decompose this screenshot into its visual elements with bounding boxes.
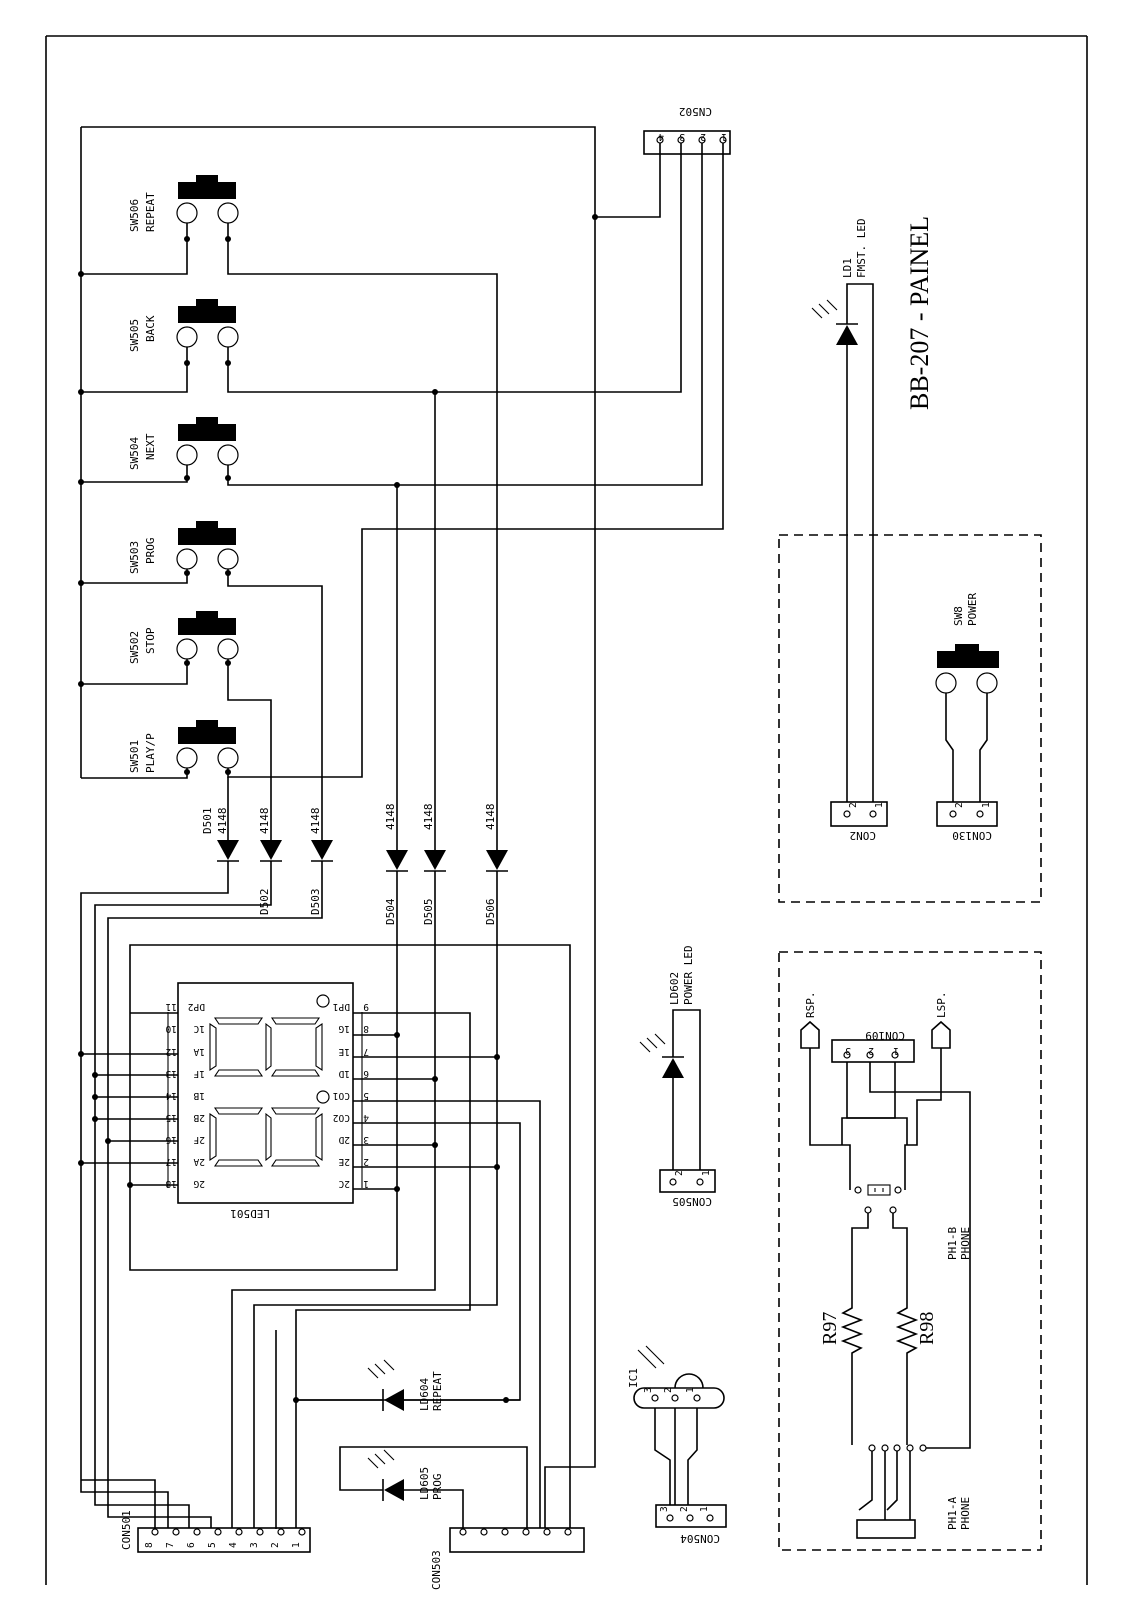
- switch-sw504[interactable]: [128, 417, 238, 470]
- led501-display: [165, 983, 369, 1220]
- ld604-led: [296, 1360, 520, 1411]
- svg-text:PROG: PROG: [144, 537, 157, 564]
- con505-connector: [660, 1170, 715, 1208]
- switch-sw8-power[interactable]: [936, 593, 999, 802]
- svg-text:CON2: CON2: [849, 829, 876, 842]
- svg-text:CON505: CON505: [672, 1195, 712, 1208]
- svg-text:2: 2: [700, 131, 706, 142]
- svg-text:2D: 2D: [338, 1134, 350, 1145]
- switch-sw506[interactable]: [128, 175, 238, 232]
- svg-text:17: 17: [165, 1156, 177, 1167]
- svg-text:SW8: SW8: [952, 606, 965, 626]
- svg-text:LD602: LD602: [668, 971, 681, 1005]
- phone-jack-phb: [946, 1227, 972, 1260]
- svg-text:1E: 1E: [338, 1046, 350, 1057]
- svg-text:2: 2: [270, 1542, 281, 1548]
- svg-text:2A: 2A: [193, 1156, 205, 1167]
- svg-text:1: 1: [981, 802, 992, 808]
- svg-text:1D: 1D: [338, 1068, 350, 1079]
- svg-text:POWER LED: POWER LED: [682, 945, 695, 1005]
- svg-text:3: 3: [679, 131, 685, 142]
- svg-text:PROG: PROG: [431, 1473, 444, 1500]
- svg-text:4148: 4148: [216, 807, 229, 834]
- svg-text:BACK: BACK: [144, 315, 157, 342]
- svg-text:R97: R97: [819, 1311, 841, 1345]
- svg-text:16: 16: [165, 1134, 177, 1145]
- con501-wiring: [81, 1330, 276, 1529]
- svg-text:13: 13: [165, 1068, 177, 1079]
- svg-text:FMST. LED: FMST. LED: [855, 218, 868, 278]
- svg-text:1A: 1A: [193, 1046, 205, 1057]
- svg-text:PHONE: PHONE: [959, 1226, 972, 1260]
- svg-text:SW503: SW503: [128, 540, 141, 574]
- power-section-box: [779, 535, 1041, 902]
- svg-text:4: 4: [228, 1542, 239, 1548]
- svg-text:1: 1: [893, 1045, 899, 1056]
- svg-text:6: 6: [363, 1068, 369, 1079]
- svg-text:2B: 2B: [193, 1112, 205, 1123]
- svg-text:STOP: STOP: [144, 627, 157, 654]
- svg-text:1: 1: [721, 131, 727, 142]
- switch-sw502[interactable]: [128, 611, 238, 664]
- svg-text:3: 3: [845, 1045, 851, 1056]
- phone-jack-pha: [852, 1420, 972, 1538]
- svg-text:CON503: CON503: [430, 1550, 443, 1590]
- svg-text:7: 7: [165, 1542, 176, 1548]
- svg-text:2: 2: [674, 1170, 685, 1176]
- diode-d501: [201, 808, 239, 862]
- svg-text:11: 11: [165, 1001, 177, 1012]
- svg-text:7: 7: [363, 1046, 369, 1057]
- svg-text:PLAY/P: PLAY/P: [144, 733, 157, 773]
- con504-connector: [656, 1505, 726, 1545]
- svg-text:2: 2: [679, 1506, 690, 1512]
- svg-text:3: 3: [659, 1506, 670, 1512]
- svg-text:IC1: IC1: [627, 1368, 640, 1388]
- svg-text:D501: D501: [201, 807, 214, 834]
- svg-text:CON130: CON130: [952, 829, 992, 842]
- lsp-terminal: [932, 992, 950, 1049]
- svg-text:2E: 2E: [338, 1156, 350, 1167]
- svg-text:CO1: CO1: [332, 1090, 350, 1101]
- resistor-r98: [898, 1300, 938, 1420]
- svg-text:SW502: SW502: [128, 630, 141, 664]
- svg-text:D503: D503: [309, 888, 322, 915]
- switch-sw501[interactable]: [128, 720, 238, 773]
- svg-text:6: 6: [186, 1542, 197, 1548]
- svg-text:LSP.: LSP.: [935, 991, 948, 1018]
- svg-text:1B: 1B: [193, 1090, 205, 1101]
- svg-text:1F: 1F: [193, 1068, 205, 1079]
- svg-text:SW501: SW501: [128, 739, 141, 773]
- diode-d505: [422, 804, 446, 926]
- svg-text:3: 3: [643, 1387, 654, 1393]
- diode-d502: [258, 808, 282, 916]
- con503-connector: [430, 1528, 584, 1590]
- svg-text:NEXT: NEXT: [144, 433, 157, 460]
- svg-text:8: 8: [144, 1542, 155, 1548]
- svg-text:1: 1: [685, 1387, 696, 1393]
- svg-text:3: 3: [363, 1134, 369, 1145]
- svg-text:2: 2: [663, 1387, 674, 1393]
- switch-sw505[interactable]: [128, 299, 238, 352]
- svg-text:2: 2: [868, 1045, 874, 1056]
- svg-text:DP1: DP1: [332, 1001, 350, 1012]
- svg-text:1G: 1G: [338, 1023, 350, 1034]
- svg-text:8: 8: [363, 1023, 369, 1034]
- svg-text:D505: D505: [422, 898, 435, 925]
- svg-text:1: 1: [699, 1506, 710, 1512]
- svg-text:RSP.: RSP.: [804, 991, 817, 1018]
- svg-text:SW505: SW505: [128, 318, 141, 352]
- svg-text:15: 15: [165, 1112, 177, 1123]
- svg-text:LD1: LD1: [841, 258, 854, 278]
- svg-text:1: 1: [874, 802, 885, 808]
- sheet-title: BB-207 - PAINEL: [905, 215, 934, 410]
- svg-text:1C: 1C: [193, 1023, 205, 1034]
- svg-text:1: 1: [363, 1178, 369, 1189]
- con2-connector: [831, 802, 887, 842]
- svg-text:REPEAT: REPEAT: [431, 1371, 444, 1411]
- svg-text:CON109: CON109: [865, 1029, 905, 1042]
- rsp-terminal: [801, 992, 819, 1049]
- svg-text:POWER: POWER: [966, 592, 979, 626]
- svg-text:4148: 4148: [384, 803, 397, 830]
- switch-sw503[interactable]: [128, 521, 238, 574]
- svg-text:PH1-B: PH1-B: [946, 1226, 959, 1260]
- svg-text:D502: D502: [258, 888, 271, 915]
- svg-text:1: 1: [701, 1170, 712, 1176]
- svg-text:2F: 2F: [193, 1134, 205, 1145]
- diode-output-wiring: [81, 861, 570, 1528]
- ld602-power-led: [640, 945, 700, 1170]
- ld1-fmst-led: [812, 218, 873, 802]
- svg-text:4148: 4148: [484, 803, 497, 830]
- svg-text:LD604: LD604: [418, 1377, 431, 1411]
- svg-text:12: 12: [165, 1046, 177, 1057]
- svg-text:14: 14: [165, 1090, 177, 1101]
- svg-text:2G: 2G: [193, 1178, 205, 1189]
- diode-d504: [384, 804, 408, 926]
- svg-text:4: 4: [363, 1112, 369, 1123]
- svg-text:DP2: DP2: [187, 1001, 205, 1012]
- con109-connector: [832, 1029, 914, 1062]
- svg-text:18: 18: [165, 1178, 177, 1189]
- svg-text:REPEAT: REPEAT: [144, 192, 157, 232]
- svg-text:LED501: LED501: [230, 1207, 270, 1220]
- svg-text:R98: R98: [916, 1311, 938, 1345]
- svg-text:3: 3: [249, 1542, 260, 1548]
- diode-d506: [484, 804, 508, 926]
- svg-text:D504: D504: [384, 898, 397, 925]
- cn502-connector: [644, 105, 730, 154]
- svg-text:LD605: LD605: [418, 1466, 431, 1500]
- switch-wiring: [78, 127, 723, 1528]
- ld605-led: [340, 1447, 527, 1528]
- svg-text:SW504: SW504: [128, 436, 141, 470]
- svg-text:PH1-A: PH1-A: [946, 1496, 959, 1530]
- con130-connector: [937, 802, 997, 842]
- svg-text:5: 5: [207, 1542, 218, 1548]
- svg-text:SW506: SW506: [128, 198, 141, 232]
- svg-text:4148: 4148: [258, 807, 271, 834]
- resistor-r97: [819, 1300, 861, 1420]
- svg-text:4148: 4148: [309, 807, 322, 834]
- svg-text:2: 2: [954, 802, 965, 808]
- svg-text:5: 5: [363, 1090, 369, 1101]
- cn502-label: CN502: [678, 105, 712, 118]
- svg-text:CON504: CON504: [680, 1532, 720, 1545]
- svg-text:CO2: CO2: [332, 1112, 350, 1123]
- svg-text:D506: D506: [484, 898, 497, 925]
- svg-text:2: 2: [848, 802, 859, 808]
- svg-text:2: 2: [363, 1156, 369, 1167]
- svg-text:9: 9: [363, 1001, 369, 1012]
- svg-text:PHONE: PHONE: [959, 1496, 972, 1530]
- diode-d503: [309, 808, 333, 916]
- svg-text:4: 4: [658, 131, 664, 142]
- svg-text:10: 10: [165, 1023, 177, 1034]
- ic1-receiver: [627, 1346, 724, 1505]
- svg-text:4148: 4148: [422, 803, 435, 830]
- svg-text:1: 1: [291, 1542, 302, 1548]
- svg-text:CON501: CON501: [120, 1510, 133, 1550]
- svg-text:2C: 2C: [338, 1178, 350, 1189]
